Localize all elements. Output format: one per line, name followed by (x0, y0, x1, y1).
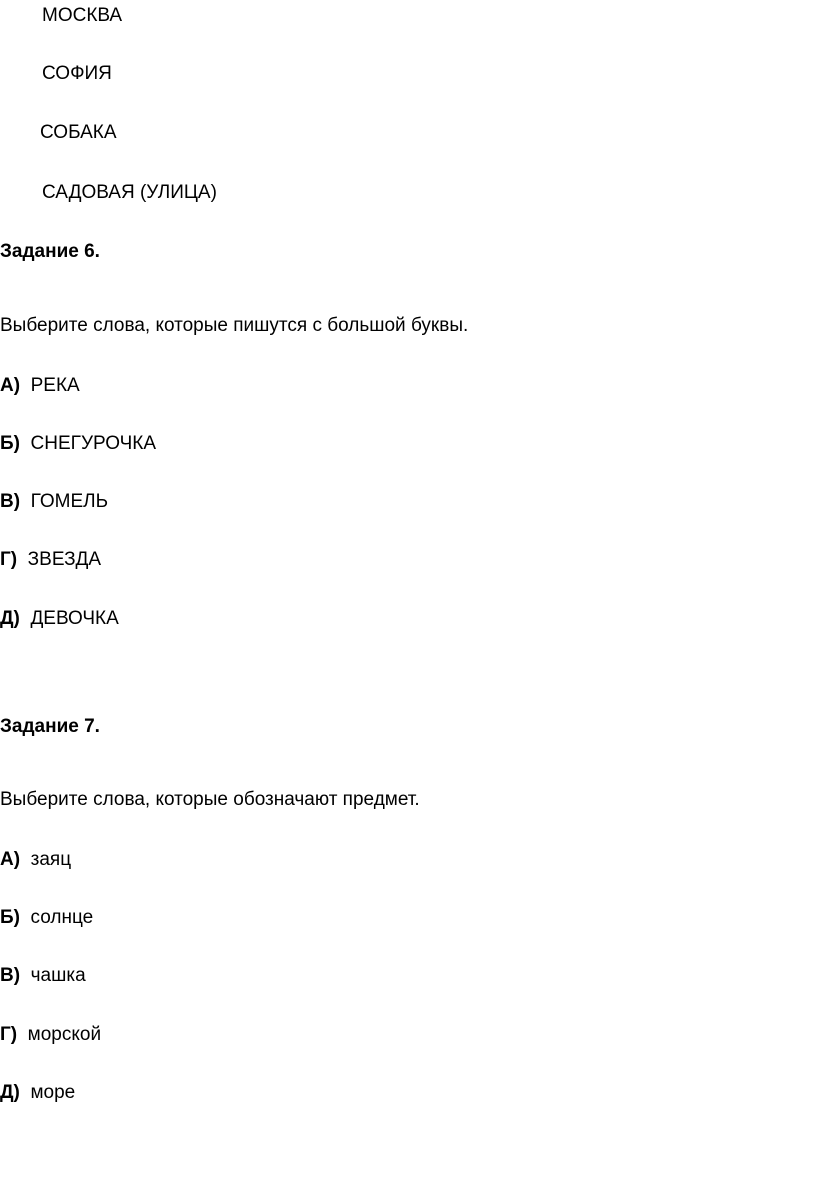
task7-option-a (0, 848, 71, 872)
top-word-3: СОБАКА (40, 122, 117, 143)
task6-option-d (0, 548, 101, 572)
option-text: РЕКА (30, 375, 80, 396)
option-text: ЗВЕЗДА (27, 549, 102, 570)
task7-option-e (0, 1081, 75, 1105)
option-text: солнце (30, 907, 94, 928)
option-letter: В) (0, 965, 21, 986)
task7-question: Выберите слова, которые обозначают предмет. (0, 789, 420, 810)
task7-option-b (0, 906, 93, 930)
option-letter: Д) (0, 1082, 20, 1103)
task7-option-d (0, 1023, 101, 1047)
top-word-4: САДОВАЯ (УЛИЦА) (42, 182, 217, 203)
task6-title: Задание 6. (0, 241, 100, 262)
option-letter: Г) (0, 549, 18, 570)
option-text: ГОМЕЛЬ (30, 491, 109, 512)
task7-option-c (0, 964, 86, 988)
option-text: чашка (30, 965, 86, 986)
option-text: заяц (30, 849, 72, 870)
top-word-1: МОСКВА (42, 5, 123, 26)
option-text: ДЕВОЧКА (30, 608, 119, 629)
task6-option-b (0, 432, 156, 456)
task7-title: Задание 7. (0, 716, 100, 737)
task6-option-e (0, 607, 119, 631)
option-letter: Д) (0, 608, 20, 629)
option-letter: Б) (0, 433, 20, 454)
option-letter: Г) (0, 1024, 18, 1045)
option-letter: В) (0, 491, 21, 512)
option-letter: А) (0, 375, 21, 396)
task6-option-c (0, 490, 108, 514)
option-letter: А) (0, 849, 21, 870)
option-text: море (30, 1082, 76, 1103)
option-text: СНЕГУРОЧКА (30, 433, 157, 454)
option-text: морской (27, 1024, 102, 1045)
top-word-2: СОФИЯ (42, 63, 112, 84)
task6-question: Выберите слова, которые пишутся с большой буквы. (0, 315, 469, 336)
task6-option-a (0, 374, 80, 398)
option-letter: Б) (0, 907, 20, 928)
